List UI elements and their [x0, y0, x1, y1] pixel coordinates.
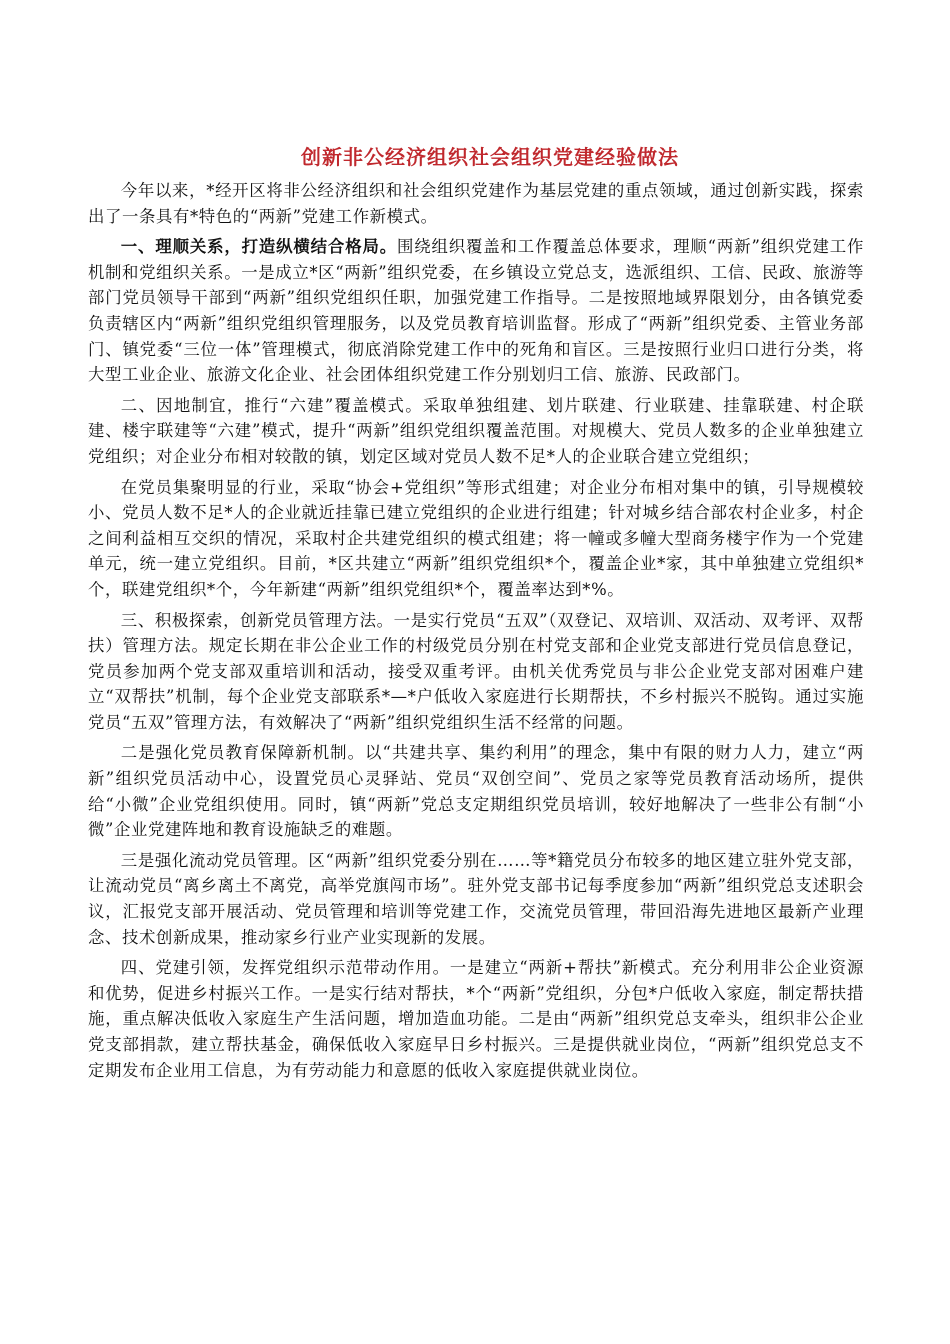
paragraph-section-4 — [88, 955, 864, 1083]
paragraph-section-1 — [88, 234, 864, 388]
paragraph-text: 围绕组织覆盖和工作覆盖总体要求，理顺“两新”组织党建工作机制和党组织关系。一是成立*区“两新”组织党委，在乡镇设立党总支，选派组织、工信、民政、旅游等部门党员领导干部到“两新”组织党组织任职，加强党建工作指导。二是按照地域界限划分，由各镇党委负责辖区内“两新”组织党组织管理服务，以及党员教育培训监督。形成了“两新”组织党委、主管业务部门、镇党委“三位一体”管理模式，彻底消除党建工作中的死角和盲区。三是按照行业归口进行分类，将大型工业企业、旅游文化企业、社会团体组织党建工作分别划归工信、旅游、民政部门。 — [88, 237, 864, 385]
paragraph-section-2-continued — [88, 475, 864, 603]
paragraph-text: 三是强化流动党员管理。区“两新”组织党委分别在……等*籍党员分布较多的地区建立驻外党支部，让流动党员“离乡离土不离党，高举党旗闯市场”。驻外党支部书记每季度参加“两新”组织党总支述职会议，汇报党支部开展活动、党员管理和培训等党建工作，交流党员管理，带回沿海先进地区最新产业理念、技术创新成果，推动家乡行业产业实现新的发展。 — [88, 850, 864, 947]
paragraph-text: 二是强化党员教育保障新机制。以“共建共享、集约利用”的理念，集中有限的财力人力，建立“两新”组织党员活动中心，设置党员心灵驿站、党员“双创空间”、党员之家等党员教育活动场所，提供给“小微”企业党组织使用。同时，镇“两新”党总支定期组织党员培训，较好地解决了一些非公有制“小微”企业党建阵地和教育设施缺乏的难题。 — [88, 743, 864, 840]
paragraph-text: 三、积极探索，创新党员管理方法。一是实行党员“五双”（双登记、双培训、双活动、双考评、双帮扶）管理方法。规定长期在非公企业工作的村级党员分别在村党支部和企业党支部进行党员信息登记，党员参加两个党支部双重培训和活动，接受双重考评。由机关优秀党员与非公企业党支部对困难户建立“双帮扶”机制，每个企业党支部联系*—*户低收入家庭进行长期帮扶，不乡村振兴不脱钩。通过实施党员“五双”管理方法，有效解决了“两新”组织党组织生活不经常的问题。 — [88, 610, 864, 732]
document-page — [88, 140, 864, 1088]
paragraph-text: 今年以来，*经开区将非公经济组织和社会组织党建作为基层党建的重点领域，通过创新实践，探索出了一条具有*特色的“两新”党建工作新模式。 — [88, 181, 864, 226]
section-heading: 一、理顺关系，打造纵横结合格局。 — [120, 237, 397, 257]
paragraph-text: 四、党建引领，发挥党组织示范带动作用。一是建立“两新+帮扶”新模式。充分利用非公企业资源和优势，促进乡村振兴工作。一是实行结对帮扶，*个“两新”党组织，分包*户低收入家庭，制定帮扶措施，重点解决低收入家庭生产生活问题，增加造血功能。二是由“两新”组织党总支牵头，组织非公企业党支部捐款，建立帮扶基金，确保低收入家庭早日乡村振兴。三是提供就业岗位，“两新”组织党总支不定期发布企业用工信息，为有劳动能力和意愿的低收入家庭提供就业岗位。 — [88, 958, 864, 1080]
paragraph-section-3-mobile-members — [88, 848, 864, 950]
paragraph-text: 二、因地制宜，推行“六建”覆盖模式。采取单独组建、划片联建、行业联建、挂靠联建、村企联建、楼宇联建等“六建”模式，提升“两新”组织党组织覆盖范围。对规模大、党员人数多的企业单独建立党组织；对企业分布相对较散的镇，划定区域对党员人数不足*人的企业联合建立党组织； — [88, 395, 864, 466]
paragraph-section-2 — [88, 393, 864, 470]
paragraph-section-3-education — [88, 740, 864, 842]
document-title: 创新非公经济组织社会组织党建经验做法 — [301, 145, 679, 169]
paragraph-text: 在党员集聚明显的行业，采取“协会+党组织”等形式组建；对企业分布相对集中的镇，引导规模较小、党员人数不足*人的企业就近挂靠已建立党组织的企业进行组建；针对城乡结合部农村企业多，村企之间利益相互交织的情况，采取村企共建党组织的模式组建；将一幢或多幢大型商务楼宇作为一个党建单元，统一建立党组织。目前，*区共建立“两新”组织党组织*个，覆盖企业*家，其中单独建立党组织*个，联建党组织*个，今年新建“两新”组织党组织*个，覆盖率达到*%。 — [88, 477, 864, 599]
paragraph-section-3 — [88, 608, 864, 736]
paragraph-intro — [88, 178, 864, 229]
